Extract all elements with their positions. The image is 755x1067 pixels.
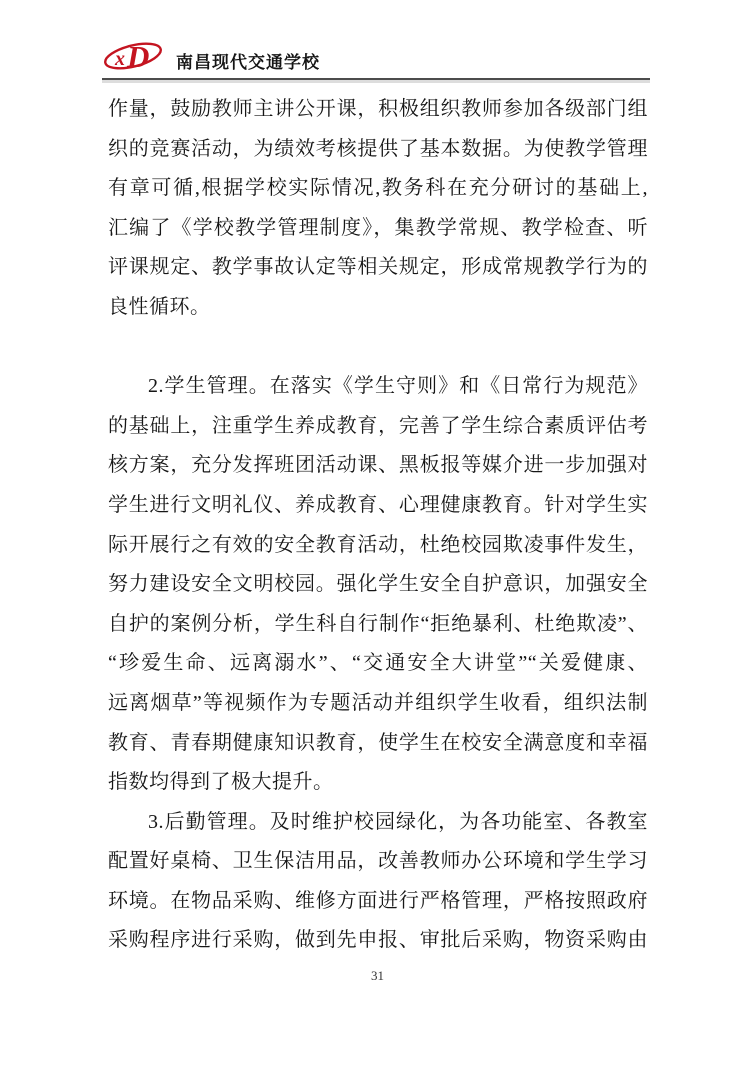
text-line: 核方案，充分发挥班团活动课、黑板报等媒介进一步加强对: [108, 454, 648, 477]
paragraph: [108, 90, 648, 328]
text-line: 作量，鼓励教师主讲公开课，积极组织教师参加各级部门组: [108, 98, 648, 120]
text-line: 的基础上，注重学生养成教育，完善了学生综合素质评估考: [108, 414, 648, 437]
text-line: “珍爱生命、远离溺水”、“交通安全大讲堂”“关爱健康、: [108, 652, 648, 675]
text-line: 学生进行文明礼仪、养成教育、心理健康教育。针对学生实: [108, 493, 648, 516]
document-body: [108, 90, 648, 961]
logo-letter-x: x: [115, 48, 125, 70]
text-line: 良性循环。: [108, 295, 211, 318]
text-line: 织的竞赛活动，为绩效考核提供了基本数据。为使教学管理: [108, 137, 648, 160]
text-line: 配置好桌椅、卫生保洁用品，改善教师办公环境和学生学习: [108, 850, 648, 873]
text-line: 3.后勤管理。及时维护校园绿化，为各功能室、各教室: [148, 810, 648, 833]
text-line: 采购程序进行采购，做到先申报、审批后采购，物资采购由: [108, 929, 648, 952]
text-line: 自护的案例分析，学生科自行制作“拒绝暴利、杜绝欺凌”、: [108, 612, 648, 635]
text-line: 汇编了《学校教学管理制度》，集教学常规、教学检查、听: [108, 216, 648, 239]
school-name: 南昌现代交通学校: [176, 53, 320, 72]
text-line: 远离烟草”等视频作为专题活动并组织学生收看，组织法制: [108, 691, 648, 714]
paragraph-spacer: [108, 328, 648, 368]
text-line: 际开展行之有效的安全教育活动，杜绝校园欺凌事件发生，: [108, 533, 648, 556]
page-number: 31: [371, 968, 384, 983]
school-logo-icon: [102, 32, 166, 78]
text-line: 努力建设安全文明校园。强化学生安全自护意识，加强安全: [108, 573, 648, 596]
text-line: 指数均得到了极大提升。: [108, 771, 334, 794]
text-line: 环境。在物品采购、维修方面进行严格管理，严格按照政府: [108, 889, 648, 912]
text-line: 评课规定、教学事故认定等相关规定，形成常规教学行为的: [108, 256, 648, 279]
paragraph: [108, 367, 648, 803]
paragraph: [108, 803, 648, 961]
text-line: 有章可循,根据学校实际情况,教务科在充分研讨的基础上,: [108, 177, 648, 200]
logo-letter-d: D: [127, 39, 150, 74]
text-line: 教育、青春期健康知识教育，使学生在校安全满意度和幸福: [108, 731, 648, 754]
text-line: 2.学生管理。在落实《学生守则》和《日常行为规范》: [148, 375, 648, 398]
page-header: [102, 34, 650, 80]
